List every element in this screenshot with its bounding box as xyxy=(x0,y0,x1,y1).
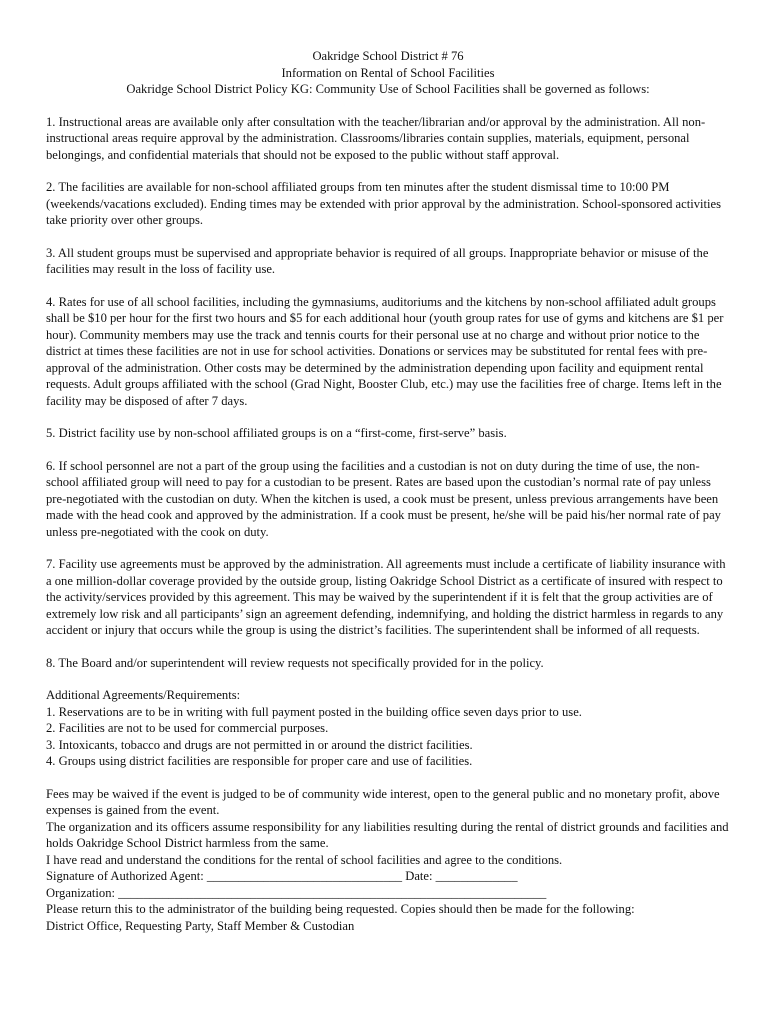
acknowledgement-text: I have read and understand the conditions for the rental of school facilities and agree to the conditions. xyxy=(46,852,563,867)
liability-text: The organization and its officers assume responsibility for any liabilities resulting during the rental of district grounds and facilities and holds Oakridge School District harmless from the same. xyxy=(46,819,729,850)
rule-3: 3. All student groups must be supervised and appropriate behavior is required of all groups. Inappropriate behavior or misuse of the facilities may result in the loss of facility use. xyxy=(46,245,709,276)
document-page xyxy=(46,48,730,950)
additional-item-1: 1. Reservations are to be in writing with full payment posted in the building office seven days prior to use. xyxy=(46,704,582,719)
rule-4: 4. Rates for use of all school facilities, including the gymnasiums, auditoriums and the kitchens by non-school affiliated adult groups shall be $10 per hour for the first two hours and $5 for each additional hour (youth group rates for use of gyms and kitchens are $1 per hour). Community members may use the track and tennis courts for their personal use at no charge and without prior notice to the district at times these facilities are not in use for school activities. Donations or services may be substituted for rental fees with pre-approval of the administration. Other costs may be determined by the administration depending upon facility and equipment rental requests. Adult groups affiliated with the school (Grad Night, Booster Club, etc.) may use the facilities free of charge. Items left in the facility may be disposed of after 7 days. xyxy=(46,294,724,408)
district-title: Oakridge School District # 76 xyxy=(312,49,464,63)
additional-item-2: 2. Facilities are not to be used for commercial purposes. xyxy=(46,721,329,735)
rule-1: 1. Instructional areas are available only after consultation with the teacher/librarian and/or approval by the administration. All non-instructional areas require approval by the administration. Classrooms/libraries contain supplies, materials, equipment, personal belongings, and confidential materials that should not be exposed to the public without staff approval. xyxy=(46,114,706,162)
additional-requirements xyxy=(46,687,730,770)
rule-5: 5. District facility use by non-school affiliated groups is on a “first-come, first-serve” basis. xyxy=(46,426,507,440)
fees-waiver-text: Fees may be waived if the event is judged to be of community wide interest, open to the general public and no monetary profit, above expenses is gained from the event. xyxy=(46,786,720,817)
organization-field[interactable]: Organization: ____________________________________________________________________ xyxy=(46,885,547,900)
rule-2: 2. The facilities are available for non-school affiliated groups from ten minutes after the student dismissal time to 10:00 PM (weekends/vacations excluded). Ending times may be extended with prior approval by the administration. School-sponsored activities take priority over other groups. xyxy=(46,180,721,227)
rule-6: 6. If school personnel are not a part of the group using the facilities and a custodian is not on duty during the time of use, the non-school affiliated group will need to pay for a custodian to be present. Rates are based upon the custodian’s normal rate of pay unless pre-negotiated with the custodian on duty. When the kitchen is used, a cook must be present, unless previous arrangements have been made with the head cook and approved by the administration. If a cook must be present, he/she will be paid his/her normal rate of pay unless pre-negotiated with the cook on duty. xyxy=(46,458,721,539)
rule-7: 7. Facility use agreements must be approved by the administration. All agreements must include a certificate of liability insurance with a one million-dollar coverage provided by the outside group, listing Oakridge School District as a certificate of insured with respect to the activity/services provided by this agreement. This may be waived by the superintendent if it is felt that the group activities are of extremely low risk and all participants’ sign an agreement defending, indemnifying, and holding the district harmless in regards to any accident or injury that occurs while the group is using the district’s facilities. The superintendent shall be informed of all requests. xyxy=(46,557,726,637)
additional-heading: Additional Agreements/Requirements: xyxy=(46,688,241,702)
rule-8: 8. The Board and/or superintendent will review requests not specifically provided for in the policy. xyxy=(46,655,544,670)
return-instructions: Please return this to the administrator of the building being requested. Copies should then be made for the following: xyxy=(46,902,635,916)
additional-item-3: 3. Intoxicants, tobacco and drugs are not permitted in or around the district facilities. xyxy=(46,737,473,752)
copies-recipients: District Office, Requesting Party, Staff Member & Custodian xyxy=(46,918,355,933)
closing-section xyxy=(46,786,730,935)
additional-item-4: 4. Groups using district facilities are responsible for proper care and use of facilities. xyxy=(46,754,473,768)
document-title: Information on Rental of School Facilities xyxy=(281,65,495,80)
policy-intro: Oakridge School District Policy KG: Community Use of School Facilities shall be governed as follows: xyxy=(126,82,650,96)
document-header xyxy=(46,48,730,98)
signature-field[interactable]: Signature of Authorized Agent: _______________________________ Date: _____________ xyxy=(46,869,518,883)
